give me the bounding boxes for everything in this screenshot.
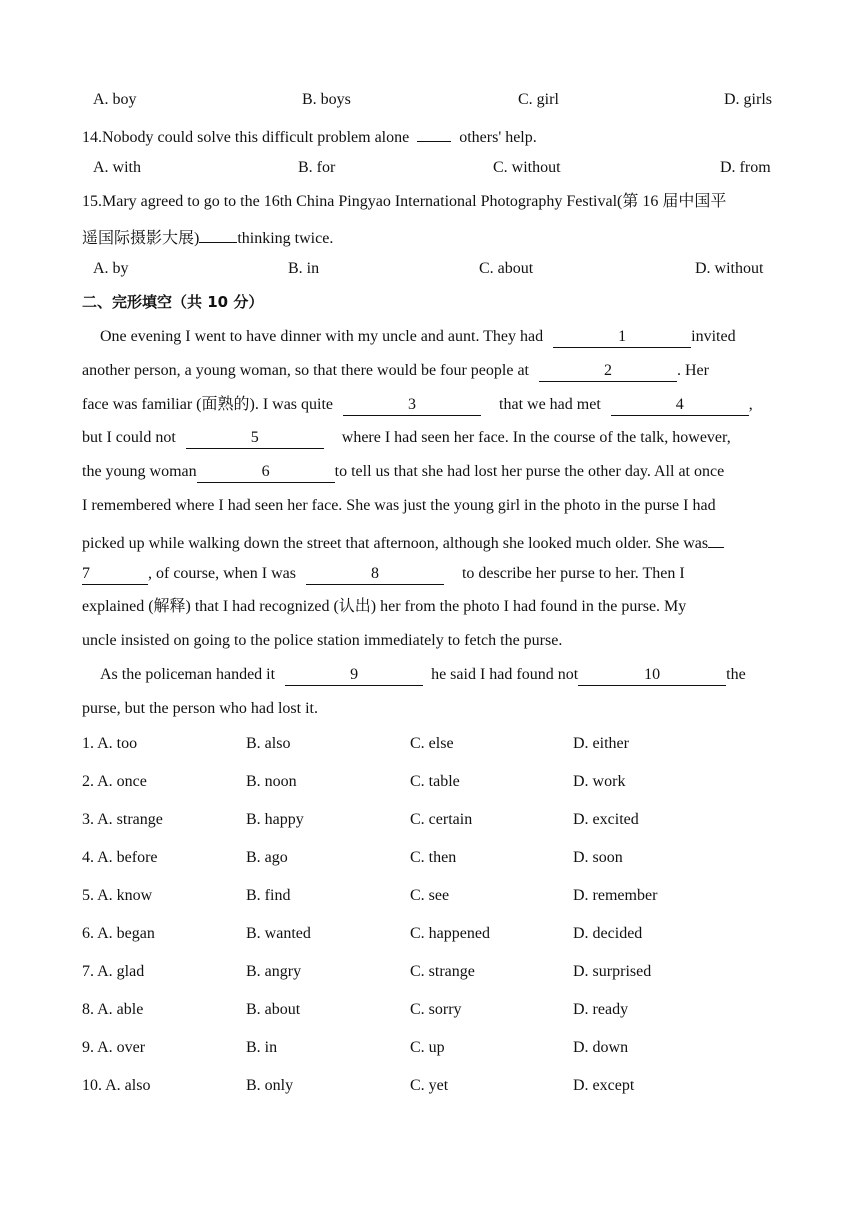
- choice-option: D. remember: [573, 887, 658, 904]
- option-c: C. about: [479, 260, 534, 277]
- q15-stem-line2: [82, 222, 333, 252]
- choice-option: D. decided: [573, 925, 643, 942]
- passage-line: uncle insisted on going to the police station immediately to fetch the purse.: [82, 632, 563, 649]
- choice-option: B. angry: [246, 963, 302, 980]
- choice-row: [0, 845, 860, 871]
- choice-row: [0, 769, 860, 795]
- choice-option: B. also: [246, 735, 291, 752]
- choice-option: B. wanted: [246, 925, 311, 942]
- choice-option: B. ago: [246, 849, 288, 866]
- q14-stem: [82, 121, 537, 151]
- passage-text: he said I had found not: [431, 666, 579, 683]
- cloze-blank-9: 9: [285, 665, 423, 686]
- passage-text: invited: [691, 328, 736, 345]
- cloze-blank-5: 5: [186, 428, 324, 449]
- choice-option: 2. A. once: [82, 773, 147, 790]
- choice-option: C. see: [410, 887, 450, 904]
- q15-blank: [199, 222, 237, 243]
- choice-option: B. happy: [246, 811, 304, 828]
- option-a: A. with: [93, 159, 141, 176]
- passage-line: [82, 459, 724, 485]
- choice-option: 3. A. strange: [82, 811, 163, 828]
- choice-option: D. ready: [573, 1001, 629, 1018]
- passage-line: I remembered where I had seen her face. She was just the young girl in the photo in the purse I had: [82, 497, 716, 514]
- cloze-blank-4: 4: [611, 395, 749, 416]
- choice-option: C. certain: [410, 811, 473, 828]
- passage-text: but I could not: [82, 429, 176, 446]
- passage-text: face was familiar (面熟的). I was quite: [82, 396, 334, 413]
- option-d: D. girls: [724, 91, 772, 108]
- passage-text: that we had met: [499, 396, 601, 413]
- passage-line: [82, 561, 685, 587]
- cloze-blank-6: 6: [197, 462, 335, 483]
- passage-line: [100, 324, 736, 350]
- choice-option: B. find: [246, 887, 291, 904]
- choice-option: C. then: [410, 849, 457, 866]
- passage-text: another person, a young woman, so that there would be four people at: [82, 362, 529, 379]
- option-c: C. girl: [518, 91, 559, 108]
- option-d: D. from: [720, 159, 771, 176]
- choice-option: 10. A. also: [82, 1077, 151, 1094]
- option-c: C. without: [493, 159, 561, 176]
- choice-option: D. either: [573, 735, 629, 752]
- choice-option: 9. A. over: [82, 1039, 146, 1056]
- choice-option: C. table: [410, 773, 460, 790]
- choice-option: C. up: [410, 1039, 445, 1056]
- choice-option: B. only: [246, 1077, 294, 1094]
- choice-option: 7. A. glad: [82, 963, 145, 980]
- choice-option: 8. A. able: [82, 1001, 144, 1018]
- q13-options: [0, 87, 860, 113]
- cloze-blank-2: 2: [539, 361, 677, 382]
- passage-text: the: [726, 666, 746, 683]
- passage-line: [100, 662, 746, 688]
- choice-option: 4. A. before: [82, 849, 158, 866]
- option-b: B. boys: [302, 91, 351, 108]
- choice-option: B. noon: [246, 773, 297, 790]
- choice-option: D. soon: [573, 849, 623, 866]
- cloze-blank-7: 7: [82, 564, 148, 585]
- choice-row: [0, 1035, 860, 1061]
- passage-text: One evening I went to have dinner with my uncle and aunt. They had: [100, 328, 544, 345]
- passage-text: picked up while walking down the street that afternoon, although she looked much older. She was: [82, 535, 709, 552]
- option-d: D. without: [695, 260, 764, 277]
- passage-text: to describe her purse to her. Then I: [461, 565, 685, 582]
- choice-row: [0, 807, 860, 833]
- passage-text: As the policeman handed it: [100, 666, 276, 683]
- q14-blank: [417, 121, 451, 142]
- passage-line: explained (解释) that I had recognized (认出) her from the photo I had found in the purse. My: [82, 598, 687, 615]
- choice-row: [0, 883, 860, 909]
- choice-option: C. sorry: [410, 1001, 462, 1018]
- cloze-blank-3: 3: [343, 395, 481, 416]
- passage-line: [82, 425, 731, 451]
- choice-option: 6. A. began: [82, 925, 155, 942]
- choice-option: D. excited: [573, 811, 639, 828]
- q15-stem-line1: 15.Mary agreed to go to the 16th China Pingyao International Photography Festival(第 16 届中国平: [82, 193, 727, 210]
- passage-text: ,: [748, 396, 753, 413]
- passage-line: [82, 527, 724, 557]
- choice-option: D. work: [573, 773, 626, 790]
- choice-option: 5. A. know: [82, 887, 153, 904]
- choice-option: D. except: [573, 1077, 635, 1094]
- passage-line: [82, 358, 709, 384]
- choice-option: 1. A. too: [82, 735, 138, 752]
- choice-option: B. about: [246, 1001, 301, 1018]
- cloze-blank-8: 8: [306, 564, 444, 585]
- option-b: B. in: [288, 260, 320, 277]
- choice-option: C. strange: [410, 963, 475, 980]
- choice-row: [0, 731, 860, 757]
- option-a: A. by: [93, 260, 129, 277]
- passage-text: to tell us that she had lost her purse the other day. All at once: [334, 463, 725, 480]
- choice-option: D. surprised: [573, 963, 652, 980]
- q14-stem-a: 14.Nobody could solve this difficult problem alone: [82, 129, 410, 146]
- passage-text: where I had seen her face. In the course of the talk, however,: [341, 429, 731, 446]
- cloze-blank-7-start: [708, 527, 724, 548]
- choice-row: [0, 1073, 860, 1099]
- q14-stem-b: others' help.: [459, 129, 537, 146]
- choice-option: B. in: [246, 1039, 278, 1056]
- choice-row: [0, 997, 860, 1023]
- passage-line: purse, but the person who had lost it.: [82, 700, 318, 717]
- choice-option: C. happened: [410, 925, 490, 942]
- passage-text: , of course, when I was: [148, 565, 296, 582]
- section-heading: 二、完形填空（共 10 分）: [82, 293, 264, 311]
- choice-row: [0, 921, 860, 947]
- q15-stem-a: 遥国际摄影大展): [82, 230, 200, 247]
- passage-text: the young woman: [82, 463, 197, 480]
- choice-option: C. else: [410, 735, 454, 752]
- choice-option: C. yet: [410, 1077, 449, 1094]
- q15-options: [0, 256, 860, 282]
- q15-stem-b: thinking twice.: [237, 230, 334, 247]
- passage-text: . Her: [676, 362, 709, 379]
- cloze-blank-10: 10: [578, 665, 726, 686]
- option-a: A. boy: [93, 91, 137, 108]
- passage-line: [82, 392, 753, 418]
- choice-option: D. down: [573, 1039, 629, 1056]
- choice-row: [0, 959, 860, 985]
- q14-options: [0, 155, 860, 181]
- option-b: B. for: [298, 159, 336, 176]
- cloze-blank-1: 1: [553, 327, 691, 348]
